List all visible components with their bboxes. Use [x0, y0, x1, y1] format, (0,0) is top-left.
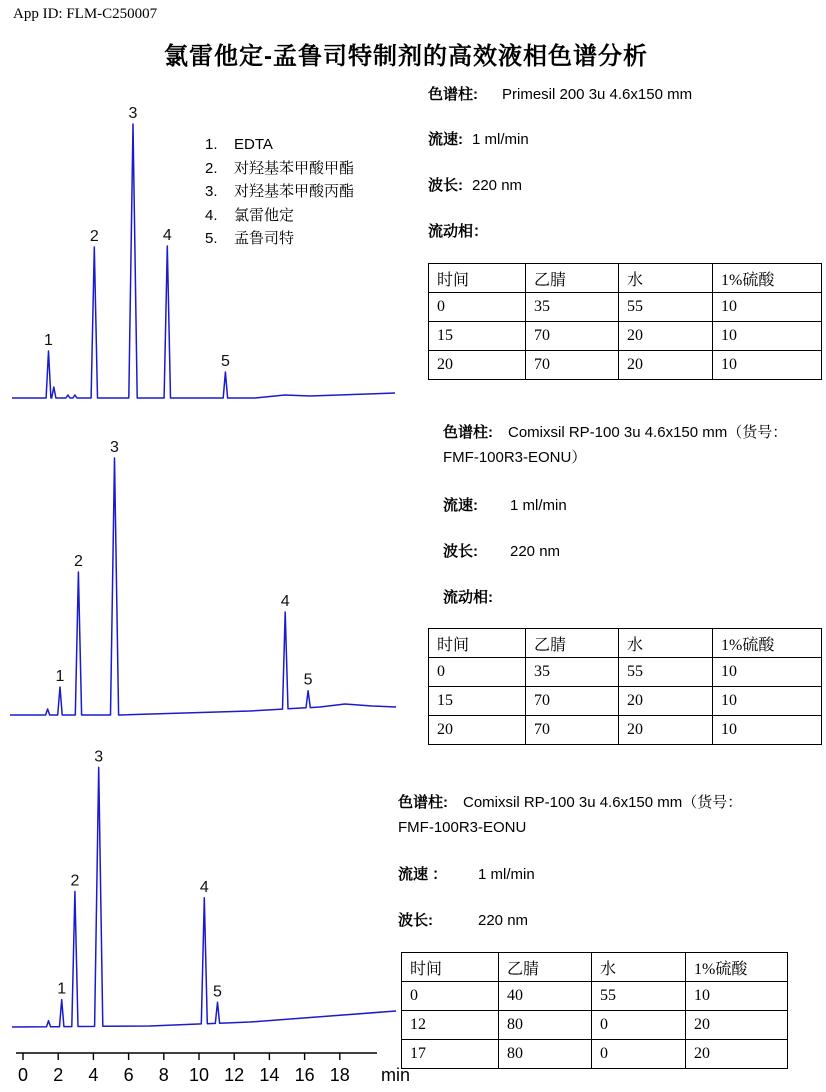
legend-number: 5. — [205, 230, 218, 247]
axis-tick-label: 0 — [17, 1065, 29, 1085]
table-cell: 0 — [429, 293, 526, 322]
axis-tick-label: 6 — [123, 1065, 134, 1085]
legend-label: 孟鲁司特 — [234, 230, 295, 247]
legend-label: 氯雷他定 — [234, 206, 295, 224]
table-cell: 15 — [429, 687, 526, 716]
table-cell: 20 — [686, 1011, 788, 1040]
peak-label: 1 — [44, 332, 53, 349]
mobile-phase-table-2 — [428, 628, 822, 745]
mobile-phase-line-2 — [443, 589, 493, 607]
flow-value: 1 ml/min — [472, 131, 529, 148]
legend-number: 3. — [205, 183, 218, 200]
time-axis — [0, 1045, 410, 1091]
mobile-phase-label: 流动相： — [428, 223, 489, 240]
table-cell: 20 — [429, 716, 526, 745]
legend-label: 对羟基苯甲酸丙酯 — [234, 183, 355, 200]
table-cell: 80 — [499, 1040, 592, 1069]
table-row — [429, 322, 822, 351]
table-row — [402, 1040, 788, 1069]
mobile-phase-line-1 — [428, 223, 488, 241]
table-cell: 10 — [713, 687, 822, 716]
flow-line-2 — [443, 497, 567, 515]
column-value-line2: FMF-100R3-EONU — [398, 819, 527, 836]
table-cell: 10 — [713, 716, 822, 745]
peak-legend — [205, 133, 354, 251]
table-row — [402, 953, 788, 982]
table-cell: 70 — [526, 687, 619, 716]
flow-value: 1 ml/min — [510, 497, 567, 514]
wavelength-value: 220 nm — [510, 543, 561, 560]
table-cell: 10 — [713, 658, 822, 687]
flow-label: 流速: — [443, 497, 478, 514]
legend-item — [205, 204, 354, 228]
table-header-cell: 水 — [592, 953, 686, 982]
table-cell: 0 — [429, 658, 526, 687]
column-label: 色谱柱: — [398, 794, 448, 811]
table-header-cell: 乙腈 — [526, 264, 619, 293]
peak-label: 1 — [57, 980, 67, 998]
table-cell: 20 — [619, 322, 713, 351]
table-row — [402, 1011, 788, 1040]
wavelength-label: 波长: — [443, 543, 478, 560]
chromatogram-2 — [0, 430, 400, 730]
table-cell: 20 — [619, 716, 713, 745]
axis-tick-label: 10 — [188, 1065, 210, 1085]
peak-label: 3 — [94, 748, 104, 766]
chromatogram-line — [10, 458, 396, 715]
axis-tick-label: 12 — [224, 1065, 245, 1085]
legend-item — [205, 180, 354, 204]
column-value: Primesil 200 3u 4.6x150 mm — [502, 86, 693, 103]
wavelength-line-2 — [443, 543, 560, 561]
axis-tick-label: 18 — [329, 1065, 350, 1085]
peak-label: 2 — [70, 872, 80, 890]
table-cell: 0 — [592, 1011, 686, 1040]
column-value: Comixsil RP-100 3u 4.6x150 mm（货号： — [463, 794, 743, 811]
table-header-cell: 乙腈 — [499, 953, 592, 982]
table-cell: 80 — [499, 1011, 592, 1040]
mobile-phase-table-1 — [428, 263, 822, 380]
table-cell: 0 — [592, 1040, 686, 1069]
table-header-cell: 时间 — [429, 629, 526, 658]
wavelength-line-3 — [398, 912, 528, 930]
legend-item — [205, 133, 354, 157]
axis-tick-label: 16 — [294, 1065, 315, 1085]
column-line-3b — [398, 819, 526, 837]
table-row — [429, 687, 822, 716]
flow-label: 流速: — [428, 131, 463, 148]
axis-tick-label: 4 — [88, 1065, 99, 1085]
table-header-cell: 水 — [619, 629, 713, 658]
peak-label: 2 — [73, 553, 83, 570]
table-row — [429, 716, 822, 745]
legend-number: 4. — [205, 206, 218, 224]
table-row — [429, 264, 822, 293]
mobile-phase-label: 流动相: — [443, 589, 493, 606]
column-line-1 — [428, 86, 692, 104]
table-cell: 40 — [499, 982, 592, 1011]
legend-label: EDTA — [234, 136, 273, 153]
table-header-cell: 乙腈 — [526, 629, 619, 658]
peak-label: 5 — [303, 671, 313, 689]
wavelength-value: 220 nm — [472, 177, 523, 194]
peak-label: 4 — [162, 227, 172, 244]
table-cell: 55 — [619, 658, 713, 687]
legend-label: 对羟基苯甲酸甲酯 — [234, 159, 355, 177]
flow-value: 1 ml/min — [478, 866, 535, 883]
table-row — [429, 293, 822, 322]
table-cell: 20 — [619, 687, 713, 716]
table-cell: 70 — [526, 322, 619, 351]
peak-label: 5 — [213, 983, 222, 1001]
table-cell: 10 — [713, 351, 822, 380]
table-cell: 20 — [686, 1040, 788, 1069]
table-cell: 0 — [402, 982, 499, 1011]
table-cell: 70 — [526, 716, 619, 745]
table-row — [402, 982, 788, 1011]
peak-label: 3 — [128, 105, 138, 122]
table-row — [429, 629, 822, 658]
table-cell: 55 — [619, 293, 713, 322]
table-cell: 12 — [402, 1011, 499, 1040]
page-title: 氯雷他定-孟鲁司特制剂的高效液相色谱分析 — [164, 43, 648, 70]
flow-label: 流速 ： — [398, 866, 448, 883]
peak-label: 1 — [55, 668, 65, 685]
axis-tick-label: 14 — [259, 1065, 280, 1085]
flow-line-3 — [398, 866, 535, 884]
wavelength-line-1 — [428, 177, 522, 195]
table-header-cell: 1%硫酸 — [713, 264, 822, 293]
wavelength-value: 220 nm — [478, 912, 529, 929]
column-value-line2: FMF-100R3-EONU） — [443, 449, 587, 466]
wavelength-label: 波长: — [398, 912, 433, 929]
table-cell: 35 — [526, 293, 619, 322]
peak-label: 5 — [220, 353, 230, 370]
app-id: App ID: FLM-C250007 — [13, 6, 158, 22]
table-row — [429, 351, 822, 380]
table-header-cell: 时间 — [402, 953, 499, 982]
table-cell: 70 — [526, 351, 619, 380]
peak-label: 4 — [199, 878, 209, 896]
peak-label: 3 — [110, 439, 119, 456]
flow-line-1 — [428, 131, 529, 149]
table-row — [429, 658, 822, 687]
axis-tick-label: 8 — [158, 1065, 169, 1085]
table-header-cell: 水 — [619, 264, 713, 293]
table-cell: 15 — [429, 322, 526, 351]
column-line-3 — [398, 794, 742, 812]
column-label: 色谱柱: — [443, 424, 493, 441]
legend-item — [205, 157, 354, 181]
mobile-phase-table-3 — [401, 952, 788, 1069]
legend-number: 2. — [205, 159, 218, 177]
column-label: 色谱柱: — [428, 86, 478, 103]
table-cell: 10 — [686, 982, 788, 1011]
table-cell: 20 — [619, 351, 713, 380]
table-cell: 10 — [713, 293, 822, 322]
table-cell: 35 — [526, 658, 619, 687]
table-cell: 55 — [592, 982, 686, 1011]
table-header-cell: 时间 — [429, 264, 526, 293]
legend-number: 1. — [205, 136, 218, 153]
table-header-cell: 1%硫酸 — [686, 953, 788, 982]
table-cell: 17 — [402, 1040, 499, 1069]
chromatogram-line — [12, 767, 396, 1027]
legend-item — [205, 227, 354, 251]
column-line-2b — [443, 449, 586, 467]
peak-label: 4 — [280, 593, 290, 610]
axis-tick-label: 2 — [53, 1065, 64, 1085]
peak-label: 2 — [89, 228, 99, 245]
axis-unit-label: min — [381, 1065, 410, 1085]
table-cell: 20 — [429, 351, 526, 380]
column-value: Comixsil RP-100 3u 4.6x150 mm（货号： — [508, 424, 788, 441]
table-cell: 10 — [713, 322, 822, 351]
column-line-2 — [443, 424, 787, 442]
wavelength-label: 波长: — [428, 177, 463, 194]
table-header-cell: 1%硫酸 — [713, 629, 822, 658]
chromatogram-3 — [0, 745, 400, 1045]
